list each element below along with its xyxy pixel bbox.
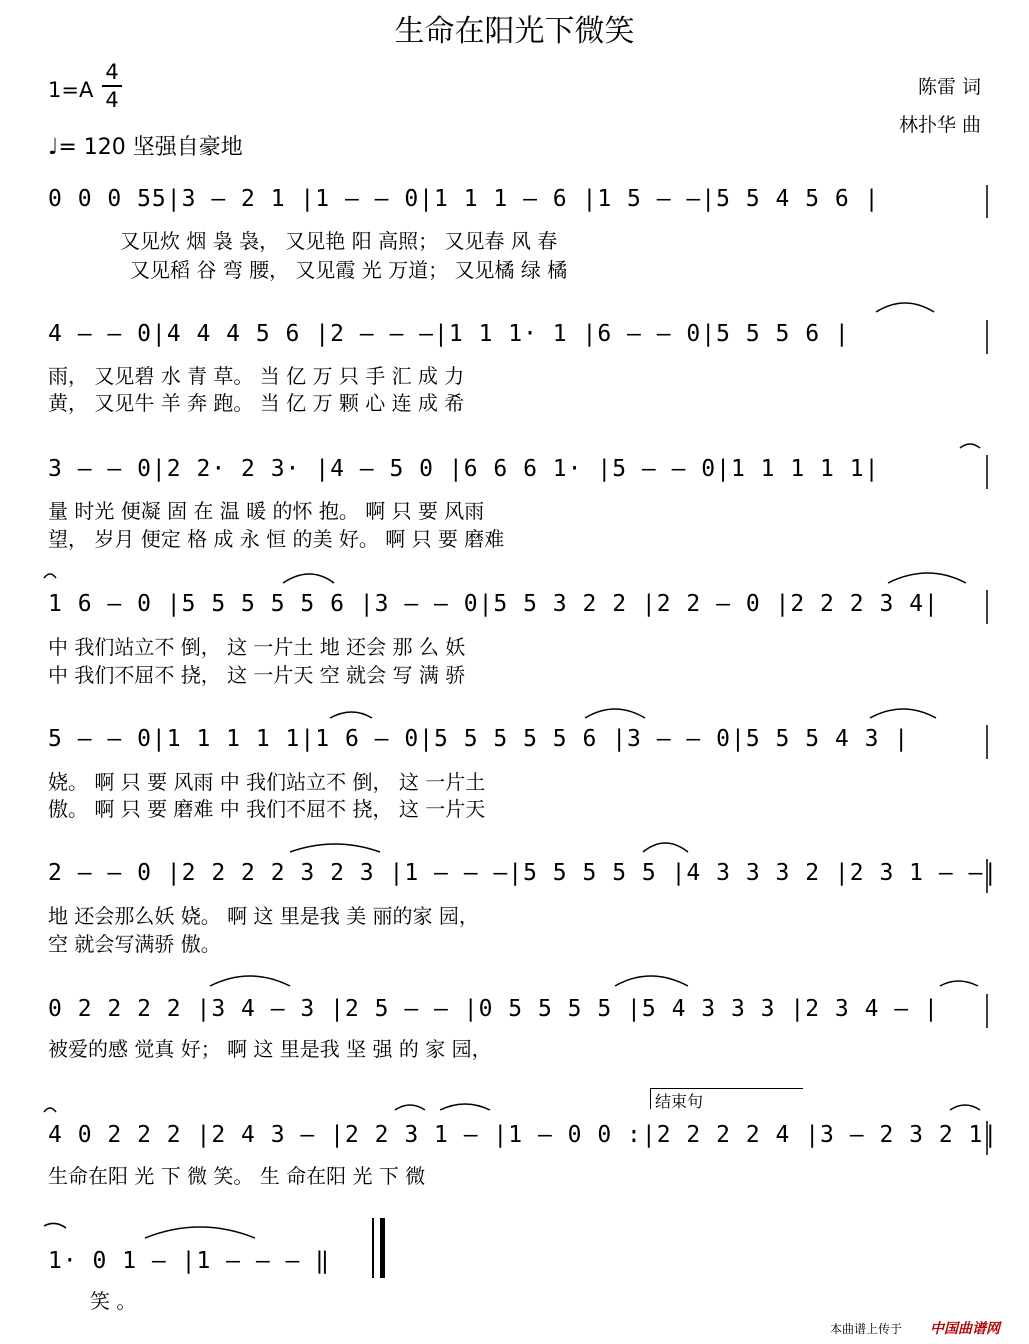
site-logo: 中国曲谱网 bbox=[930, 1321, 1000, 1337]
slur-mark bbox=[210, 976, 290, 986]
slur-mark bbox=[44, 574, 56, 578]
slur-mark bbox=[283, 574, 334, 583]
tempo-marking: ♩= 120 坚强自豪地 bbox=[48, 135, 243, 160]
lyrics-row-5-verse-1: 娆。 啊 只 要 风雨 中 我们站立不 倒， 这 一片土 bbox=[48, 770, 486, 794]
key-signature: 1=A bbox=[48, 78, 94, 102]
lyrics-row-5-verse-2: 傲。 啊 只 要 磨难 中 我们不屈不 挠， 这 一片天 bbox=[48, 797, 486, 821]
slur-mark bbox=[960, 444, 980, 448]
notation-row-8: 4 0 2 2 2 |2 4 3 – |2 2 3 1 – |1 – 0 0 :|2 2 2 2 4 |3 – 2 3 2 1| bbox=[48, 1122, 999, 1148]
notation-row-7: 0 2 2 2 2 |3 4 – 3 |2 5 – – |0 5 5 5 5 |5 4 3 3 3 |2 3 4 – | bbox=[48, 996, 939, 1022]
lyrics-row-1-verse-2: 又见稻 谷 弯 腰， 又见霞 光 万道； 又见橘 绿 橘 bbox=[130, 258, 568, 282]
notation-row-1: 0 0 0 55|3 – 2 1 |1 – – 0|1 1 1 – 6 |1 5 – –|5 5 4 5 6 | bbox=[48, 186, 880, 212]
lyrics-row-7: 被爱的感 觉真 好； 啊 这 里是我 坚 强 的 家 园， bbox=[48, 1037, 492, 1061]
notation-row-6: 2 – – 0 |2 2 2 2 3 2 3 |1 – – –|5 5 5 5 5 |4 3 3 3 2 |2 3 1 – –| bbox=[48, 860, 999, 886]
slur-mark bbox=[643, 843, 688, 852]
slur-mark bbox=[870, 709, 936, 718]
slur-mark bbox=[145, 1227, 255, 1238]
lyrics-row-2-verse-2: 黄， 又见牛 羊 奔 跑。 当 亿 万 颗 心 连 成 希 bbox=[48, 391, 465, 415]
lyrics-row-6-verse-1: 地 还会那么妖 娆。 啊 这 里是我 美 丽的家 园， bbox=[48, 904, 479, 928]
notation-row-2: 4 – – 0|4 4 4 5 6 |2 – – –|1 1 1· 1 |6 – – 0|5 5 5 6 | bbox=[48, 321, 850, 347]
time-signature-bottom: 4 bbox=[105, 88, 119, 112]
slur-mark bbox=[615, 976, 688, 986]
lyrics-row-2-verse-1: 雨， 又见碧 水 青 草。 当 亿 万 只 手 汇 成 力 bbox=[48, 364, 465, 388]
lyrics-row-8: 生命在阳 光 下 微 笑。 生 命在阳 光 下 微 bbox=[48, 1164, 426, 1188]
slur-mark bbox=[440, 1104, 490, 1110]
composer-credit: 林扑华 曲 bbox=[898, 114, 981, 136]
ending-phrase-label: 结束句 bbox=[650, 1088, 803, 1109]
slur-mark bbox=[950, 1105, 980, 1110]
lyrics-row-1-verse-1: 又见炊 烟 袅 袅， 又见艳 阳 高照； 又见春 风 春 bbox=[120, 229, 558, 253]
slur-mark bbox=[395, 1105, 425, 1110]
slur-mark bbox=[44, 1108, 56, 1112]
notation-row-4: 1 6 – 0 |5 5 5 5 5 6 |3 – – 0|5 5 3 2 2 |2 2 – 0 |2 2 2 3 4| bbox=[48, 591, 939, 617]
slur-mark bbox=[330, 712, 372, 718]
notation-row-9: 1· 0 1 – |1 – – – ‖ bbox=[48, 1248, 331, 1274]
slur-mark bbox=[290, 844, 380, 852]
lyrics-row-3-verse-1: 量 时光 便凝 固 在 温 暖 的怀 抱。 啊 只 要 风雨 bbox=[48, 499, 485, 523]
time-signature-top: 4 bbox=[105, 60, 119, 84]
notation-row-3: 3 – – 0|2 2· 2 3· |4 – 5 0 |6 6 6 1· |5 – – 0|1 1 1 1 1| bbox=[48, 456, 880, 482]
slur-mark bbox=[876, 303, 934, 312]
lyricist-credit: 陈雷 词 bbox=[917, 76, 981, 98]
lyrics-row-4-verse-1: 中 我们站立不 倒， 这 一片土 地 还会 那 么 妖 bbox=[48, 635, 466, 659]
lyrics-row-9: 笑 。 bbox=[90, 1289, 137, 1313]
upload-footer: 本曲谱上传于 bbox=[830, 1322, 903, 1336]
slur-mark bbox=[888, 573, 966, 583]
slur-mark bbox=[940, 981, 978, 986]
slur-mark bbox=[44, 1223, 66, 1228]
lyrics-row-6-verse-2: 空 就会写满骄 傲。 bbox=[48, 932, 221, 956]
notation-row-5: 5 – – 0|1 1 1 1 1|1 6 – 0|5 5 5 5 5 6 |3 – – 0|5 5 5 4 3 | bbox=[48, 726, 910, 752]
song-title: 生命在阳光下微笑 bbox=[394, 14, 635, 49]
lyrics-row-4-verse-2: 中 我们不屈不 挠， 这 一片天 空 就会 写 满 骄 bbox=[48, 663, 466, 687]
lyrics-row-3-verse-2: 望， 岁月 便定 格 成 永 恒 的美 好。 啊 只 要 磨难 bbox=[48, 527, 505, 551]
slur-mark bbox=[585, 709, 645, 718]
